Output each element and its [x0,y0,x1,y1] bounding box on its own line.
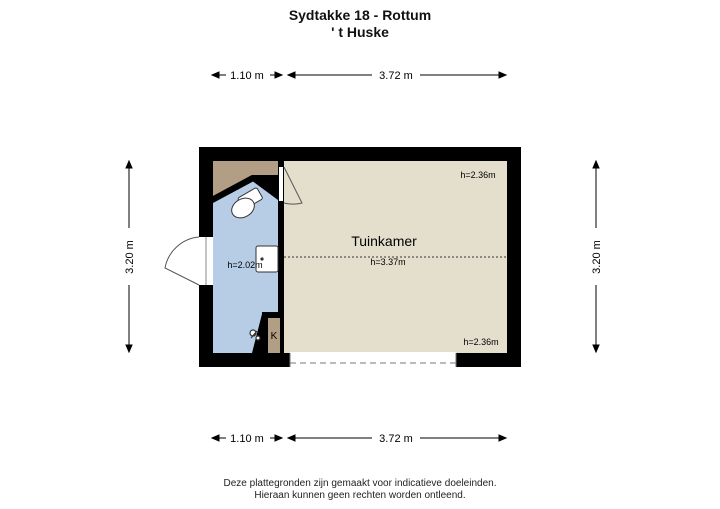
disclaimer-line1: Deze plattegronden zijn gemaakt voor indicatieve doeleinden. [223,478,497,489]
plan-title: Sydtakke 18 - Rottum [288,7,432,23]
disclaimer-line2: Hieraan kunnen geen rechten worden ontleend. [254,490,466,501]
exterior-door-swing [165,237,199,285]
ceiling-height-bottom: h=2.36m [463,337,499,347]
ceiling-height-top: h=2.36m [460,170,496,180]
door-opening-interior [279,167,283,201]
room-name-tuinkamer: Tuinkamer [351,233,417,249]
dim-left-height: 3.20 m [124,240,136,274]
ceiling-height-mid: h=3.37m [370,257,406,267]
closet-label: K [270,331,278,342]
dim-top-left: 1.10 m [230,70,264,82]
dim-bottom-right: 3.72 m [379,433,413,445]
bathroom-ceiling-height: h=2.02m [227,260,263,270]
dim-right-height: 3.20 m [591,240,603,274]
dim-bottom-left: 1.10 m [230,433,264,445]
dim-top-right: 3.72 m [379,70,413,82]
plan-subtitle: ' t Huske [331,24,389,40]
sliding-door-opening [290,352,456,367]
